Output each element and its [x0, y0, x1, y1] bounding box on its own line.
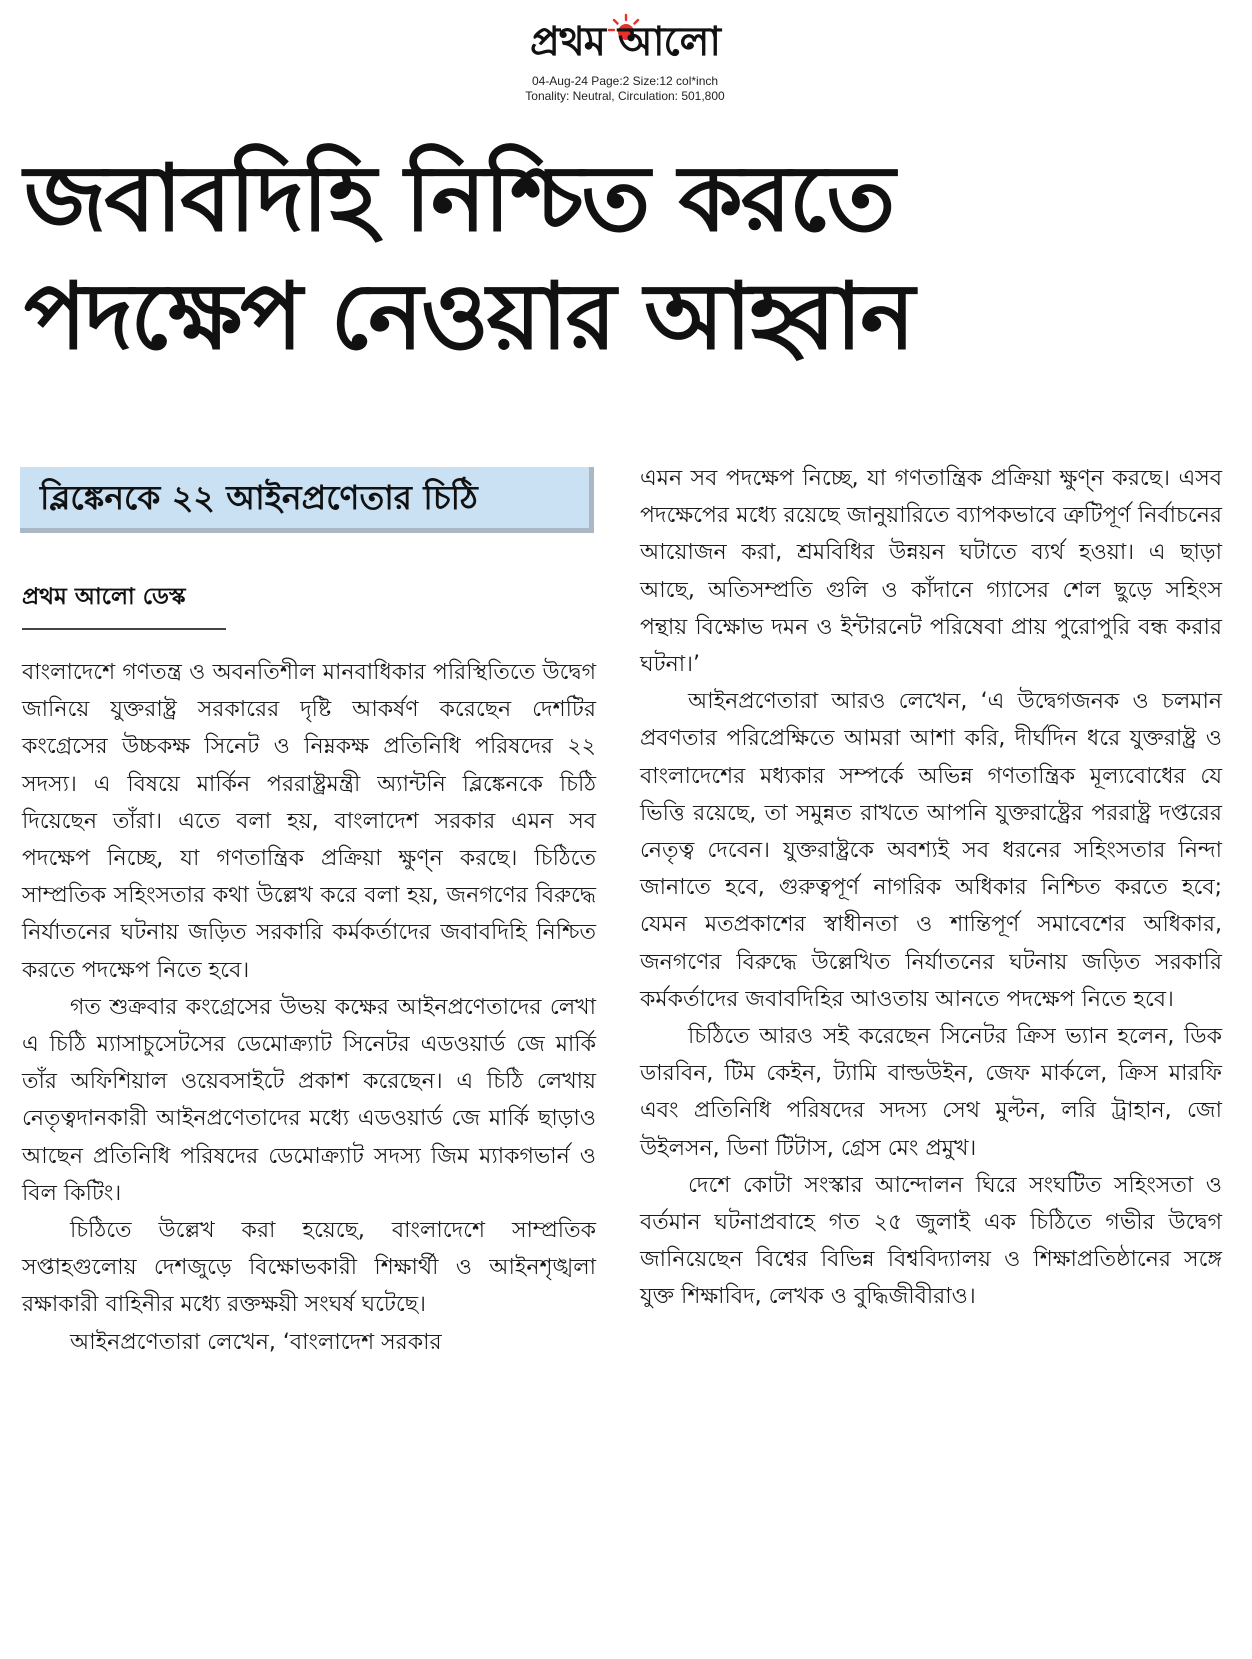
subhead: ব্লিঙ্কেনকে ২২ আইনপ্রণেতার চিঠি [40, 478, 478, 517]
paragraph: দেশে কোটা সংস্কার আন্দোলন ঘিরে সংঘটিত সহিংসতা ও বর্তমান ঘটনাপ্রবাহে গত ২৫ জুলাই এক চিঠিতে গভীর উদ্বেগ জানিয়েছেন বিশ্বের বিভিন্ন বিশ্ববিদ্যালয় ও শিক্ষাপ্রতিষ্ঠানের সঙ্গে যুক্ত শিক্ষাবিদ, লেখক ও বুদ্ধিজীবীরাও। [640, 1172, 1222, 1310]
headline-line-2: পদক্ষেপ নেওয়ার আহ্বান [24, 263, 914, 370]
subhead-box [20, 467, 594, 533]
article-column-right [640, 460, 1222, 1316]
paragraph: আইনপ্রণেতারা আরও লেখেন, ‘এ উদ্বেগজনক ও চলমান প্রবণতার পরিপ্রেক্ষিতে আমরা আশা করি, দীর্ঘদিন ধরে যুক্তরাষ্ট্র ও বাংলাদেশের মধ্যকার সম্পর্কে অভিন্ন গণতান্ত্রিক মূল্যবোধের যে ভিত্তি রয়েছে, তা সমুন্নত রাখতে আপনি যুক্তরাষ্ট্রের পররাষ্ট্র দপ্তরের নেতৃত্ব দেবেন। যুক্তরাষ্ট্রকে অবশ্যই সব ধরনের সহিংসতার নিন্দা জানাতে হবে, গুরুত্বপূর্ণ নাগরিক অধিকার নিশ্চিত করতে হবে; যেমন মতপ্রকাশের স্বাধীনতা ও শান্তিপূর্ণ সমাবেশের অধিকার, জনগণের বিরুদ্ধে উল্লেখিত নির্যাতনের ঘটনায় জড়িত সরকারি কর্মকর্তাদের জবাবদিহির আওতায় আনতে পদক্ষেপ নিতে হবে। [640, 689, 1222, 1012]
byline: প্রথম আলো ডেস্ক [22, 584, 186, 610]
byline-divider [22, 628, 226, 630]
article-column-left [22, 654, 596, 1361]
logo-wordmark: প্রথম আলো [529, 19, 721, 65]
headline-line-1: জবাবদিহি নিশ্চিত করতে [24, 145, 894, 252]
paragraph: বাংলাদেশে গণতন্ত্র ও অবনতিশীল মানবাধিকার পরিস্থিতিতে উদ্বেগ জানিয়ে যুক্তরাষ্ট্র সরকারের দৃষ্টি আকর্ষণ করেছেন দেশটির কংগ্রেসের উচ্চকক্ষ সিনেট ও নিম্নকক্ষ প্রতিনিধি পরিষদের ২২ সদস্য। এ বিষয়ে মার্কিন পররাষ্ট্রমন্ত্রী অ্যান্টনি ব্লিঙ্কেনকে চিঠি দিয়েছেন তাঁরা। এতে বলা হয়, বাংলাদেশ সরকার এমন সব পদক্ষেপ নিচ্ছে, যা গণতান্ত্রিক প্রক্রিয়া ক্ষুণ্ন করছে। চিঠিতে সাম্প্রতিক সহিংসতার কথা উল্লেখ করে বলা হয়, জনগণের বিরুদ্ধে নির্যাতনের ঘটনায় জড়িত সরকারি কর্মকর্তাদের জবাবদিহি নিশ্চিত করতে পদক্ষেপ নিতে হবে। [22, 660, 596, 983]
paragraph: আইনপ্রণেতারা লেখেন, ‘বাংলাদেশ সরকার [70, 1329, 442, 1355]
paragraph: চিঠিতে আরও সই করেছেন সিনেটর ক্রিস ভ্যান হলেন, ডিক ডারবিন, টিম কেইন, ট্যামি বাল্ডউইন, জেফ মার্কলে, ক্রিস মারফি এবং প্রতিনিধি পরিষদের সদস্য সেথ মুল্টন, লরি ট্রাহান, জো উইলসন, ডিনা টিটাস, গ্রেস মেং প্রমুখ। [640, 1024, 1222, 1161]
clipping-metadata [400, 74, 850, 104]
newspaper-logo [490, 12, 760, 68]
paragraph: গত শুক্রবার কংগ্রেসের উভয় কক্ষের আইনপ্রণেতাদের লেখা এ চিঠি ম্যাসাচুসেটসের ডেমোক্র্যাট সিনেটর এডওয়ার্ড জে মার্কি তাঁর অফিশিয়াল ওয়েবসাইটে প্রকাশ করেছেন। এ চিঠি লেখায় নেতৃত্বদানকারী আইনপ্রণেতাদের মধ্যে এডওয়ার্ড জে মার্কি ছাড়াও আছেন প্রতিনিধি পরিষদের ডেমোক্র্যাট সদস্য জিম ম্যাকগভার্ন ও বিল কিটিং। [22, 994, 596, 1206]
clipping-date-page: 04-Aug-24 Page:2 Size:12 col*inch [531, 74, 719, 88]
paragraph: এমন সব পদক্ষেপ নিচ্ছে, যা গণতান্ত্রিক প্রক্রিয়া ক্ষুণ্ন করছে। এসব পদক্ষেপের মধ্যে রয়েছে জানুয়ারিতে ব্যাপকভাবে ত্রুটিপূর্ণ নির্বাচনের আয়োজন করা, শ্রমবিধির উন্নয়ন ঘটাতে ব্যর্থ হওয়া। এ ছাড়া আছে, অতিসম্প্রতি গুলি ও কাঁদানে গ্যাসের শেল ছুড়ে সহিংস পন্থায় বিক্ষোভ দমন ও ইন্টারনেট পরিষেবা প্রায় পুরোপুরি বন্ধ করার ঘটনা।’ [640, 466, 1222, 678]
masthead [0, 0, 1252, 110]
paragraph: চিঠিতে উল্লেখ করা হয়েছে, বাংলাদেশে সাম্প্রতিক সপ্তাহগুলোয় দেশজুড়ে বিক্ষোভকারী শিক্ষার্থী ও আইনশৃঙ্খলা রক্ষাকারী বাহিনীর মধ্যে রক্তক্ষয়ী সংঘর্ষ ঘটেছে। [22, 1218, 596, 1318]
headline [24, 140, 1224, 376]
clipping-tonality: Tonality: Neutral, Circulation: 501,800 [525, 89, 725, 103]
